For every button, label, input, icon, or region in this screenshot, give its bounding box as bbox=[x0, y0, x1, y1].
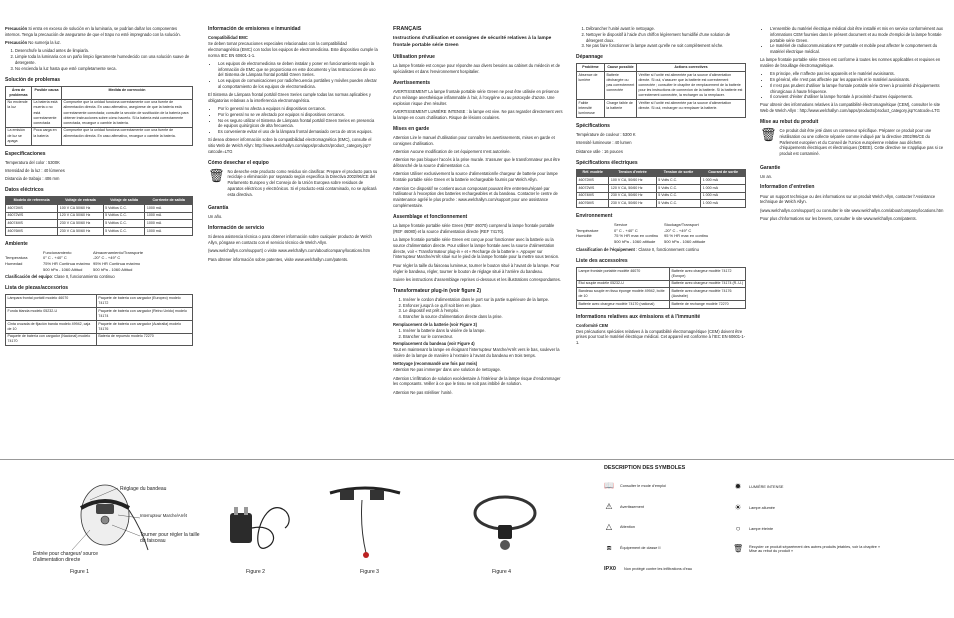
annotation-bandeau: Réglage du bandeau bbox=[120, 486, 167, 492]
section-title: Dépannage bbox=[576, 54, 603, 61]
section-title: Remplacement du bandeau (voir Figure 4) bbox=[393, 341, 475, 347]
td: Bandeau souple en tissu éponge modèle 49942, boîte de 10 bbox=[577, 288, 670, 301]
td: Paquete de batería con cargador (Europeo) modelo 74172 bbox=[96, 295, 192, 308]
step: 2. Limpie toda la luminaria con un paño limpio ligeramente humedecido con una solución suave de detergente. bbox=[15, 54, 193, 66]
paragraph: Attention L’infiltration de solution excédentaire à l’intérieur de la lampe risque d’endommager les composants. Veiller à ce que le tissu ne soit pas imbibé de solution. bbox=[393, 375, 561, 387]
section-title: Garantía bbox=[208, 205, 229, 212]
td: Batterie de rechange modèle 72270 bbox=[670, 300, 746, 308]
bullet: • L’ensemble du matériel électrique médical doit être installé et mis en service conformément aux informations CEM fournies dans le présent document et au mode d’emploi de la lampe frontale portable série Green. bbox=[770, 26, 948, 43]
spec-line: Température de couleur : 5300 K bbox=[576, 132, 636, 138]
section-title: Lista de piezas/accesorios bbox=[5, 285, 69, 292]
th: Tension d’entrée bbox=[609, 169, 656, 177]
classification-label: Classification de l’équipement bbox=[576, 246, 635, 252]
spec-line: Temperatura del color : 5300K bbox=[5, 159, 60, 165]
symbol-label: Recycler ce produit séparément des autres produits jetables, voir la chapitre « Mise au rebut du produit » bbox=[749, 544, 881, 553]
th: Voltaje de entrada bbox=[58, 197, 103, 205]
td: 230 V CA 50/60 Hz bbox=[58, 227, 103, 235]
figure-4-headband-illustration bbox=[460, 483, 550, 563]
paragraph: Tout en maintenant la lampe en éloignant l’interrupteur Marche/Arrêt vers le bas, soulever la visière de la lampe de manière à l’extraire à l’avant du bandeau en trois temps. bbox=[393, 347, 560, 359]
td: Batería de repuesto modelo 72270 bbox=[96, 333, 192, 346]
figure-3-battery-illustration bbox=[320, 478, 410, 563]
bullet: • No es seguro utilizar el Sistema de Lámpara frontal portátil Green Series en presencia de equipos quirúrgicos de alta frecuencia. bbox=[218, 118, 378, 130]
section-title: Transformateur plug-in (voir figure 2) bbox=[393, 287, 482, 294]
symbol-label: Avertissement bbox=[620, 504, 644, 509]
cell: Almacenamiento/Transporte bbox=[93, 249, 144, 255]
electrical-table bbox=[5, 196, 193, 235]
cell bbox=[576, 239, 614, 245]
step: 1. Débrancher l’unité avant le nettoyage. bbox=[586, 26, 746, 32]
td: 1 000 mA bbox=[701, 192, 746, 200]
paragraph: Des précautions spéciales relatives à la compatibilité électromagnétique (CEM) doivent être prises pour tout le matériel électrique médical. Cet appareil est conforme à l’IEC EN 60601-1-1. bbox=[576, 328, 746, 346]
symbol-row bbox=[733, 524, 773, 533]
td: 230 V CA, 50/60 Hz bbox=[609, 200, 656, 208]
td: 5 Volts C.C. bbox=[656, 184, 700, 192]
language-heading: FRANÇAIS bbox=[393, 26, 422, 32]
td: Vérifier si l’unité est alimentée par la source d’alimentation directe. Si oui, recharger ou remplacer la batterie. bbox=[637, 100, 746, 118]
section-title: Información de emisiones e inmunidad bbox=[208, 26, 301, 32]
bullet: • Por lo general no se ve afectado por equipos ni dispositivos cercanos. bbox=[218, 112, 378, 118]
paragraph: La lampe frontale est conçue pour répondre aux divers besoins au cabinet du médecin et de spécialistes et dans l’environnement hospitalier. bbox=[393, 63, 561, 75]
cell: 500 hPa - 1060 altitude bbox=[664, 239, 706, 245]
bullet-list bbox=[208, 61, 378, 90]
symbol-row bbox=[733, 544, 883, 553]
td: Paquete de batería con cargador (Australia) modelo 74176 bbox=[96, 320, 192, 333]
symbol-row bbox=[604, 566, 692, 572]
annotation-interrupteur: Interrupteur Marche/Arrêt bbox=[140, 513, 188, 518]
symbol-row bbox=[604, 522, 635, 531]
step: 4. Brancher la source d’alimentation directe dans la prise. bbox=[403, 314, 563, 320]
td: 230 V CA, 50/60 Hz bbox=[609, 192, 656, 200]
parts-table bbox=[5, 294, 193, 346]
doc-title: Instructions d’utilisation et consignes de sécurité relatives à la lampe frontale portable série Green bbox=[393, 35, 552, 48]
td: 1000 mA bbox=[145, 220, 193, 228]
bullet: • Por lo general no afecta a equipos ni dispositivos cercanos. bbox=[218, 106, 378, 112]
td: 1 000 mA bbox=[701, 177, 746, 185]
step: 2. Brancher sur le connecteur. bbox=[403, 334, 563, 340]
spec-line: Distancia de trabajo : 406 mm bbox=[5, 176, 60, 182]
cleaning-steps bbox=[576, 26, 746, 49]
td: La emisión de luz se apaga bbox=[6, 127, 32, 145]
td: 5 Voltios C.C. bbox=[103, 227, 145, 235]
td: Funda blanda modelo 05232-U bbox=[6, 308, 97, 321]
section-title: Avertissements bbox=[393, 80, 431, 87]
paragraph: La lampe frontale portable série Green est conçue pour fonctionner avec la batterie ou la source d’alimentation directe. Pour utiliser la lampe frontale avec la source d’alimentation directe, voir « Transformateur plug-in » et « Recharge de la batterie ». Appuyer sur l’interrupteur Marche/Arrêt situé sur le pied de la lampe frontale pour la mettre sous tension. bbox=[393, 237, 560, 260]
td: Batterie avec chargeur modèle 74172 (Europe) bbox=[670, 267, 746, 280]
td: Compruebe que la unidad funciona correctamente con una fuente de alimentación directa. En caso afirmativo, recargue o cambie la batería. bbox=[62, 127, 193, 145]
paragraph: Si desea asistencia técnica o para obtener información sobre cualquier producto de Welch Allyn, póngase en contacto con el servicio técnico de Welch Allyn. bbox=[208, 234, 372, 245]
paragraph: (www.welchallyn.com/support) ou consulter le site www.welchallyn.com/about/company/locations.htm bbox=[760, 207, 944, 213]
cell: Température bbox=[576, 227, 599, 233]
steps bbox=[393, 297, 563, 320]
td: 5 Voltios C.C. bbox=[103, 204, 145, 212]
td: Étui souple modèle 05232-U bbox=[577, 280, 670, 288]
th: Courant de sortie bbox=[701, 169, 746, 177]
paragraph: Attention Aucune modification de cet équipement n’est autorisée. bbox=[393, 148, 511, 154]
section-title: Spécifications bbox=[576, 122, 610, 129]
environment-grid bbox=[576, 222, 746, 245]
symbol-label: LUMIÈRE INTENSE bbox=[749, 484, 784, 489]
paragraph: Suivre les instructions d’assemblage reprises ci-dessous et les illustrations correspondantes. bbox=[393, 276, 561, 282]
td: 5 Voltios C.C. bbox=[103, 212, 145, 220]
symbol-row bbox=[604, 481, 666, 490]
sun-icon: ✹ bbox=[734, 482, 742, 491]
step: 3. Ne pas faire fonctionner la lampe avant qu’elle ne soit complètement sèche. bbox=[586, 43, 746, 49]
td: Paquete de batería con cargador (Nacional) modelo 74170 bbox=[6, 333, 97, 346]
td: 1000 mA bbox=[145, 212, 193, 220]
td: Compruebe que la unidad funciona correctamente con una fuente de alimentación directa. En caso afirmativo, asegúrese de que la batería está correctamente conectada; consulte la sección de sustitución de la batería para obtener instrucciones sobre cómo hacerlo. Si la batería está correctamente conectada, recargue o cambie la batería. bbox=[62, 99, 193, 127]
th: Medida de corrección bbox=[62, 86, 193, 99]
paragraph: Pour un support technique ou des informations sur un produit Welch Allyn, contacter l’Assistance technique de Welch Allyn. bbox=[760, 193, 936, 205]
cell: 500 hPa - 1060 Altitud bbox=[43, 266, 83, 272]
paragraph: Pour régler la taille du faisceau lumineux, tourner le bouton situé à l’avant de la lampe. Pour régler le bandeau, régler, tourner le bouton de réglage situé à l’arrière du bandeau. bbox=[393, 262, 560, 274]
section-title: Información de servicio bbox=[208, 225, 265, 232]
section-title: Informations relatives aux émissions et à l’immunité bbox=[576, 313, 701, 320]
classification-text: : Clase II, funcionamiento continuo bbox=[51, 274, 115, 280]
precaution2-text: No sumerja la luz. bbox=[28, 40, 61, 46]
td: Lampe frontale portable modèle 46070 bbox=[577, 267, 670, 280]
symbol-label: Consulter le mode d’emploi bbox=[620, 483, 667, 488]
annotation-tourner: Tourner pour régler la taille du faisceau bbox=[140, 532, 200, 545]
paragraph: No deseche este producto como residuo sin clasificar. Prepare el producto para su reciclaje o eliminación por separado según especifica la Directiva 2002/96/CE del Parlamento Europeo y del Consejo de la Unión Europea sobre residuos de aparatos eléctricos y electrónicos. Si el producto está contaminado, no se aplicará esta directiva. bbox=[227, 168, 378, 197]
bullet: • Le matériel de radiocommunications RF portable et mobile peut affecter le comportement du matériel électrique médical. bbox=[770, 43, 948, 55]
td: Batterie avec chargeur modèle 74176 (Australie) bbox=[670, 288, 746, 301]
classification-text: : Classe II, fonctionnement continu bbox=[634, 246, 699, 252]
cell: 500 hPa - 1060 Altitud bbox=[93, 266, 133, 272]
paragraph: Attention Ne pas immerger dans une solution de nettoyage. bbox=[393, 367, 501, 373]
td: 5 Volts C.C. bbox=[656, 200, 700, 208]
precaution-label: Precaución bbox=[5, 26, 28, 31]
paragraph: Se deben tomar precauciones especiales relacionadas con la compatibilidad electromagnética (EMC) con todos los equipos de electromedicina. Este dispositivo cumple la norma IEC EN 60601-1-1. bbox=[208, 40, 378, 58]
paragraph: Si desea obtener información sobre la compatibilidad electromagnética (EMC), consulte el sitio Web de Welch Allyn: http://www.welchallyn.com/apps/products/product_category.jsp?catcode=LTG bbox=[208, 137, 372, 154]
paragraph: El Sistema de Lámpara frontal portátil Green Series cumple todas las normas aplicables y obligatorias relativas a la interferencia electromagnética. bbox=[208, 91, 371, 103]
td: 120 V CA 50/60 Hz bbox=[58, 212, 103, 220]
section-title: Cómo desechar el equipo bbox=[208, 159, 269, 166]
symbol-label: Lampe allumée bbox=[749, 505, 775, 510]
symbol-label: Lampe éteinte bbox=[749, 526, 774, 531]
ipx0-icon: IPX0 bbox=[604, 566, 616, 572]
td: 46072WS bbox=[577, 184, 609, 192]
bullet: • Los equipos de electromedicina se deben instalar y poner en funcionamiento según la información de EMC que se proporciona en este documento y las Instrucciones de uso del Sistema de Lámpara frontal portátil Green Series. bbox=[218, 61, 378, 78]
paragraph: Attention Ne pas stériliser l’unité. bbox=[393, 389, 453, 395]
section-title: Assemblage et fonctionnement bbox=[393, 213, 468, 220]
th: Problème bbox=[577, 64, 605, 72]
td: 46076MS bbox=[6, 227, 58, 235]
spec-line: Intensité lumineuse : 40 lumen bbox=[576, 140, 632, 146]
column-spanish-1 bbox=[5, 26, 193, 349]
section-subtitle: Conformité CEM bbox=[576, 322, 609, 328]
crossed-bin-icon: 🗑 bbox=[760, 126, 777, 142]
paragraph: Attention Lire le manuel d’utilisation pour connaître les avertissements, mises en garde et consignes d’utilisation. bbox=[393, 134, 555, 146]
caution-icon: △ bbox=[605, 522, 613, 531]
td: Absence de lumière bbox=[577, 72, 605, 100]
cell: Temperatura bbox=[5, 255, 28, 261]
cell: 95% HR Continua máximo bbox=[93, 261, 141, 266]
figure-3-caption: Figure 3 bbox=[360, 569, 380, 575]
td: Batterie déchargée ou pas correctement connectée bbox=[605, 72, 637, 100]
bullet: • Il convient d’éviter d’utiliser la lampe frontale à proximité d’autres équipements. bbox=[770, 94, 948, 100]
step: 1. Insérer la batterie dans la visière de la lampe. bbox=[403, 328, 563, 334]
section-title: Solución de problemas bbox=[5, 76, 61, 83]
figure-1-caption: Figure 1 bbox=[70, 569, 90, 575]
environment-grid bbox=[5, 250, 193, 273]
precaution2-label: Precaución bbox=[5, 40, 28, 46]
cell: Humidité bbox=[576, 233, 592, 239]
td: Faible intensité lumineuse bbox=[577, 100, 605, 118]
td: 5 Volts C.C. bbox=[656, 177, 700, 185]
section-title: Nettoyage (recommandé une fois par mois) bbox=[393, 361, 478, 367]
bullet-list bbox=[760, 26, 948, 55]
column-french-3 bbox=[760, 26, 948, 224]
th: Tension de sortie bbox=[656, 169, 700, 177]
td: Cinta cruzada de fijación banda modelo 49942, caja de 10 bbox=[6, 320, 97, 333]
section-title: Utilisation prévue bbox=[393, 54, 435, 61]
section-title: Spécifications électriques bbox=[576, 159, 638, 166]
section-title: Ambiente bbox=[5, 240, 28, 247]
td: 46074MS bbox=[6, 220, 58, 228]
figure-2-caption: Figure 2 bbox=[246, 569, 266, 575]
section-subtitle: Compatibilidad EMC bbox=[208, 35, 248, 41]
step: 1. Insérer le cordon d’alimentation dans le port sur la partie supérieure de la lampe. bbox=[403, 297, 563, 303]
symbol-label: Équipement de classe II bbox=[620, 546, 661, 550]
bullet: • Los equipos de comunicaciones por radiofrecuencia portátiles y móviles pueden afectar al comportamiento de los equipos de electromedicina. bbox=[218, 78, 378, 90]
section-title: Mises en garde bbox=[393, 125, 430, 132]
td: La batería está muerta o no está correctamente conectada bbox=[32, 99, 62, 127]
step: 3. No encienda la luz hasta que esté completamente seca. bbox=[15, 66, 193, 72]
cell bbox=[5, 267, 43, 273]
td: 230 V CA 50/60 Hz bbox=[58, 220, 103, 228]
cell: 0° C - +40° C bbox=[614, 227, 638, 233]
cell: -20° C - +49° C bbox=[93, 255, 121, 261]
td: Lámpara frontal portátil modelo 46070 bbox=[6, 295, 97, 308]
td: 46072WS bbox=[6, 212, 58, 220]
td: 46074MS bbox=[577, 192, 609, 200]
paragraph: Un an. bbox=[760, 173, 773, 179]
td: Charge faible de la batterie bbox=[605, 100, 637, 118]
paragraph: Para obtener información sobre patentes, visite www.welchallyn.com/patents. bbox=[208, 256, 349, 262]
td: Batterie avec chargeur modèle 74170 (national) bbox=[577, 300, 670, 308]
section-title: Garantie bbox=[760, 164, 781, 171]
paragraph: Ce produit doit être jeté dans un conteneur spécifique. Préparer ce produit pour une réutilisation ou une collecte séparée comme indiqué par la directive 2002/96/CE du Parlement européen et du Conseil de l’Union européenne relative aux déchets d’équipements électriques et électroniques (DEEE). Cette directive ne s’applique pas si ce produit est contaminé. bbox=[779, 127, 944, 157]
paragraph: Un año. bbox=[208, 214, 223, 220]
bullet: • En principe, elle n’affecte pas les appareils et le matériel avoisinants. bbox=[770, 71, 948, 77]
troubleshooting-table bbox=[576, 63, 746, 118]
electrical-table bbox=[576, 169, 746, 208]
paragraph: Attention Ce dispositif ne contient aucun composant pouvant être entretenu/réparé par l’utilisateur à l’exception des batteries rechargeables et du bandeau. Contacter le centre de maintenance agréé le plus proche : www.welchallyn.com/support pour une assistance complémentaire. bbox=[393, 185, 558, 208]
paragraph: (www.welchallyn.com/support) o visite www.welchallyn.com/about/company/locations.htm bbox=[208, 248, 370, 254]
td: 46072MS bbox=[6, 204, 58, 212]
paragraph: Pour plus d’informations sur les brevets, consulter le site www.welchallyn.com/patents. bbox=[760, 215, 917, 221]
bullet: • Es conveniente evitar el uso de la lámpara frontal demasiado cerca de otros equipos. bbox=[218, 129, 378, 135]
section-title: Datos eléctricos bbox=[5, 187, 44, 194]
symbol-row bbox=[733, 482, 783, 491]
td: 120 V CA, 50/60 Hz bbox=[609, 184, 656, 192]
paragraph: AVERTISSEMENT LUMIÈRE INTENSE : la lampe est vive. Ne pas regarder directement vers la lampe en cours d’utilisation. Risque de lésions oculaires. bbox=[393, 109, 563, 120]
th: Voltaje de salida bbox=[103, 197, 145, 205]
column-spanish-2 bbox=[208, 26, 378, 265]
cell: Service bbox=[614, 222, 628, 228]
section-title: Environnement bbox=[576, 213, 613, 220]
cell: 95 % HR max en continu bbox=[664, 233, 709, 239]
th: Cause possible bbox=[605, 64, 637, 72]
column-french-1 bbox=[393, 26, 563, 398]
th: Réf. modèle bbox=[577, 169, 609, 177]
section-title: Especificaciones bbox=[5, 150, 46, 157]
step: 2. Nettoyer le dispositif à l’aide d’un chiffon légèrement humidifié d’une solution de détergent doux. bbox=[586, 32, 746, 44]
td: No enciende la luz bbox=[6, 99, 32, 127]
section-title: Mise au rebut du produit bbox=[760, 118, 819, 125]
td: 1000 mA bbox=[145, 227, 193, 235]
section-title: Remplacement de la batterie (voir Figure 3) bbox=[393, 322, 477, 328]
td: Paquete de batería con cargador (Reino Unido) modelo 74174 bbox=[96, 308, 192, 321]
step: 2. Enfoncer jusqu’à ce qu’il soit bien en place. bbox=[403, 303, 563, 309]
paragraph: Pour obtenir des informations relatives à la compatibilité électromagnétique (CEM), consulter le site Web de Welch Allyn : http://www.welchallyn.com/apps/products/product_category.jsp?catcode=LTG bbox=[760, 102, 940, 114]
td: 5 Voltios C.C. bbox=[103, 220, 145, 228]
crossed-bin-icon: 🗑 bbox=[208, 167, 225, 183]
spec-line: Intensidad de la luz : 40 lúmenes bbox=[5, 167, 65, 173]
figure-2-power-supply-illustration bbox=[220, 483, 300, 561]
warning-icon: ⚠ bbox=[605, 502, 613, 511]
cell: Humedad bbox=[5, 261, 23, 266]
bullet: • Il n’est pas prudent d’utiliser la lampe frontale portable série Green à proximité d’équipements chirurgicaux à haute fréquence. bbox=[770, 83, 948, 95]
td: 46072MS bbox=[577, 177, 609, 185]
class2-icon: ⧈ bbox=[606, 543, 612, 552]
td: Batterie avec chargeur modèle 74174 (R.-U.) bbox=[670, 280, 746, 288]
manual-icon: 📖 bbox=[604, 481, 614, 490]
cell: -20° C - +49° C bbox=[664, 227, 692, 233]
cell: 500 hPa - 1060 altitude bbox=[614, 239, 656, 245]
section-divider bbox=[0, 459, 954, 460]
accessories-table bbox=[576, 267, 746, 309]
bullet: • En général, elle n’est pas affectée par les appareils et le matériel avoisinants. bbox=[770, 77, 948, 83]
annotation-entree: Entrée pour chargeur/ source d’alimentation directe bbox=[33, 551, 99, 564]
section-title: Information d’entretien bbox=[760, 184, 815, 191]
cell: Funcionamiento bbox=[43, 249, 72, 255]
paragraph: Attention Ne pas bloquer l’accès à la prise murale. S’assurer que le transformateur peut être débranché de la source d’alimentation c.a. bbox=[393, 157, 561, 169]
cell: 75 % HR max en continu bbox=[614, 233, 659, 239]
td: 1000 mA bbox=[145, 204, 193, 212]
symbol-row bbox=[604, 502, 644, 511]
symbols-title: DESCRIPTION DES SYMBOLES bbox=[604, 465, 686, 471]
th: Posible causa bbox=[32, 86, 62, 99]
paragraph: La lampe frontale portable série Green est conforme à toutes les normes applicables et requises en matière de brouillage électromagnétique. bbox=[760, 57, 941, 68]
symbol-row bbox=[604, 543, 661, 553]
cell: Stockage/Transport bbox=[664, 222, 699, 228]
td: 1 000 mA bbox=[701, 184, 746, 192]
paragraph: La lampe frontale portable série Green (REF 46070) comprend la lampe frontale portable (REF 46080) et la source d’alimentation directe (REF 74170). bbox=[393, 222, 555, 234]
column-french-2 bbox=[576, 26, 746, 349]
td: 100 V CA 50/60 Hz bbox=[58, 204, 103, 212]
symbol-label: Attention bbox=[620, 524, 635, 529]
th: Actions correctives bbox=[637, 64, 746, 72]
bullet-list bbox=[208, 106, 378, 135]
cleaning-steps bbox=[5, 48, 193, 71]
symbol-row bbox=[733, 503, 775, 512]
cell: 75% HR Continua máximo bbox=[43, 261, 91, 266]
troubleshooting-table bbox=[5, 86, 193, 146]
figure-4-caption: Figure 4 bbox=[492, 569, 512, 575]
th: Corriente de salida bbox=[145, 197, 193, 205]
paragraph: AVERTISSEMENT La lampe frontale portable série Green ne peut être utilisée en présence d’un mélange anesthésique inflammable à l’air, à l’oxygène ou au protoxyde d’azote. Une explosion risque d’en résulter. bbox=[393, 89, 559, 106]
step: 3. Le dispositif est prêt à l’emploi. bbox=[403, 308, 563, 314]
td: 100 V CA, 50/60 Hz bbox=[609, 177, 656, 185]
td: Vérifier si l’unité est alimentée par la source d’alimentation directe. Si oui, s’assurer que la batterie est correctement connectée ; consulter le chapitre de remplacement de la batterie pour les instructions de connexion de la batterie. Si la batterie est correctement connectée, la recharger ou la remplacer. bbox=[637, 72, 746, 100]
lamp-on-icon: ☀ bbox=[734, 503, 742, 512]
td: Poca carga en la batería bbox=[32, 127, 62, 145]
th: Modelo de referencia bbox=[6, 197, 58, 205]
section-title: Liste des accessoires bbox=[576, 257, 628, 264]
recycle-bin-icon: 🗑 bbox=[733, 544, 744, 553]
th: Área de problemas bbox=[6, 86, 32, 99]
steps bbox=[393, 328, 563, 340]
symbol-label: Non protégé contre les infiltrations d’eau bbox=[624, 567, 692, 571]
bullet-list bbox=[760, 71, 948, 100]
spec-line: Distance utile : 16 pouces bbox=[576, 148, 623, 154]
paragraph: Attention Utiliser exclusivement la source d’alimentation/le chargeur de batterie pour lampe frontale portable série Green et la batterie rechargeable fournis par Welch Allyn. bbox=[393, 171, 558, 183]
step: 1. Desenchufe la unidad antes de limpiarla. bbox=[15, 48, 193, 54]
classification-label: Clasificación del equipo bbox=[5, 274, 52, 280]
td: 46076MS bbox=[577, 200, 609, 208]
td: 5 Volts C.C. bbox=[656, 192, 700, 200]
precaution-text: Si entra en exceso de solución en la luminaria, se podrían dañar los componentes internos. Tenga la precaución de asegurarse de que el trapo no esté impregnado con la solución. bbox=[5, 26, 181, 37]
lamp-off-icon: ○ bbox=[735, 524, 741, 533]
cell: 0° C - +40° C bbox=[43, 255, 67, 261]
td: 1 000 mA bbox=[701, 200, 746, 208]
